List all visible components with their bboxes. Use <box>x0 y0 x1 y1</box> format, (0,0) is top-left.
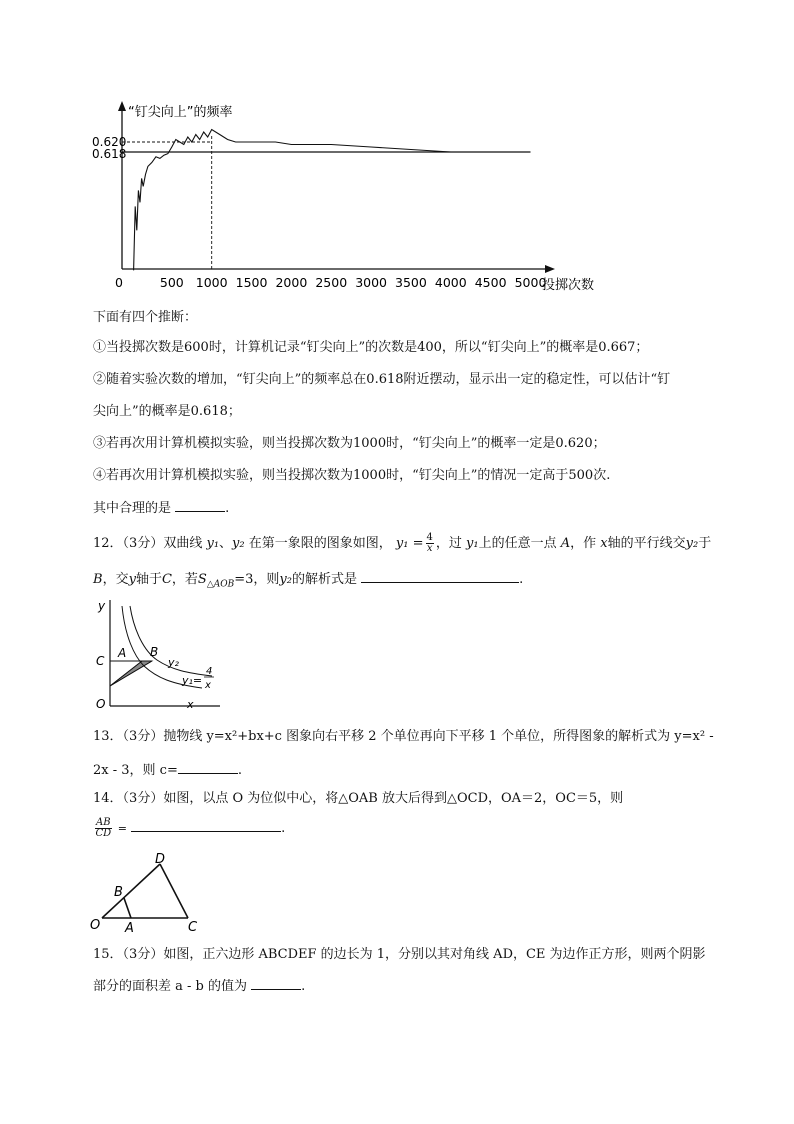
x-axis-arrow <box>545 265 555 273</box>
q12-eq-lhs: y₁ = <box>395 536 424 551</box>
x-tick-label: 1000 <box>195 275 228 290</box>
label-y2: y₂ <box>168 656 179 669</box>
q12-text-1: 在第一象限的图象如图， <box>248 536 392 551</box>
intro-text: 下面有四个推断： <box>93 310 198 325</box>
x-axis-label: 投掷次数 <box>542 278 595 293</box>
q12-sep: 、 <box>219 536 233 551</box>
q13-line1: 13．（3分）抛物线 y=x²+bx+c 图象向右平移 2 个单位再向下平移 1 个单位，所得图象的解析式为 y=x² - <box>93 729 714 744</box>
label-C: C <box>96 654 105 668</box>
q14-line2: $\frac{AB}{CD}$ = . <box>95 817 286 839</box>
q13-line2: 2x - 3，则 c= . <box>93 760 242 780</box>
q12-number: 12．（3分）双曲线 <box>93 536 203 551</box>
segment-AB <box>124 898 131 918</box>
q15-line2: 部分的面积差 a - b 的值为 . <box>93 976 305 996</box>
x-tick-label: 4500 <box>474 275 507 290</box>
q14-line1: 14．（3分）如图，以点 O 为位似中心，将△OAB 放大后得到△OCD，OA＝2，OC＝5，则 <box>93 791 624 806</box>
x-tick-label: 5000 <box>514 275 547 290</box>
q14-figure <box>88 852 208 934</box>
q12-y1: y₁ <box>206 536 220 551</box>
chart-plot-area <box>92 101 594 293</box>
q12-text-2: ，过 <box>435 536 462 551</box>
x-tick-label: 0 <box>115 275 123 290</box>
q12-fraction: $\frac{4}{x}$ <box>426 532 433 554</box>
inference-1: ①当投掷次数是600时，计算机记录“钉尖向上”的次数是400，所以“钉尖向上”的概率是0.667； <box>93 340 649 355</box>
label-frac-num: 4 <box>206 666 213 677</box>
inference-2-cont: 尖向上”的概率是0.618； <box>93 404 241 419</box>
x-tick-label: 1500 <box>235 275 268 290</box>
inference-4: ④若再次用计算机模拟实验，则当投掷次数为1000时，“钉尖向上”的情况一定高于500次. <box>93 468 611 483</box>
label-A: A <box>125 921 134 934</box>
y-tick-label: 0.618 <box>92 147 127 161</box>
y-axis-label: “钉尖向上”的频率 <box>128 105 233 120</box>
y-axis-arrow <box>118 101 126 111</box>
q14-answer-blank[interactable] <box>131 818 281 832</box>
inference-3: ③若再次用计算机模拟实验，则当投掷次数为1000时，“钉尖向上”的概率一定是0.620； <box>93 436 606 451</box>
x-tick-label: 3000 <box>355 275 388 290</box>
x-tick-label: 4000 <box>434 275 467 290</box>
label-O: O <box>96 697 106 711</box>
label-D: D <box>155 852 166 867</box>
label-O: O <box>90 918 101 933</box>
segment-OD <box>102 864 160 918</box>
q12-figure <box>92 596 222 712</box>
q15-answer-blank[interactable] <box>251 976 301 990</box>
q13-answer-blank[interactable] <box>178 760 238 774</box>
frequency-series-line <box>134 130 531 271</box>
x-tick-label: 500 <box>159 275 184 290</box>
q12-y2: y₂ <box>232 536 245 551</box>
label-x: x <box>187 698 194 711</box>
inference-2: ②随着实验次数的增加，“钉尖向上”的频率总在0.618附近摆动，显示出一定的稳定性，可以估计“钉 <box>93 372 671 387</box>
label-B: B <box>114 885 123 900</box>
q12-line1: 12．（3分）双曲线 y₁、y₂ 在第一象限的图象如图， y₁ = $\frac{4}{x}$ ，过 y₁上的任意一点 A，作 x轴的平行线交y₂于 <box>93 532 712 554</box>
q11-answer-blank[interactable] <box>175 498 225 512</box>
label-y: y <box>98 599 106 613</box>
segment-DC <box>160 864 188 918</box>
q12-line2: B，交y轴于C，若$S_{\triangle AOB}=3$，则y₂的解析式是 . <box>93 569 523 594</box>
label-y1: y₁= <box>182 674 203 687</box>
q11-tail: 其中合理的是 <box>93 501 172 516</box>
label-C: C <box>188 920 198 934</box>
q11-answer-line: 其中合理的是 . <box>93 498 229 518</box>
x-tick-label: 3500 <box>395 275 427 290</box>
x-tick-label: 2000 <box>275 275 308 290</box>
y-tick-label: 0.620 <box>92 135 127 149</box>
q12-answer-blank[interactable] <box>361 569 519 583</box>
q14-fraction: $\frac{AB}{CD}$ <box>95 817 112 839</box>
frequency-chart <box>90 95 620 295</box>
label-B: B <box>150 645 159 659</box>
q15-line1: 15．（3分）如图，正六边形 ABCDEF 的边长为 1，分别以其对角线 AD，CE 为边作正方形，则两个阴影 <box>93 947 706 962</box>
label-frac-den: x <box>205 680 211 691</box>
label-A: A <box>118 646 127 660</box>
x-tick-label: 2500 <box>315 275 348 290</box>
